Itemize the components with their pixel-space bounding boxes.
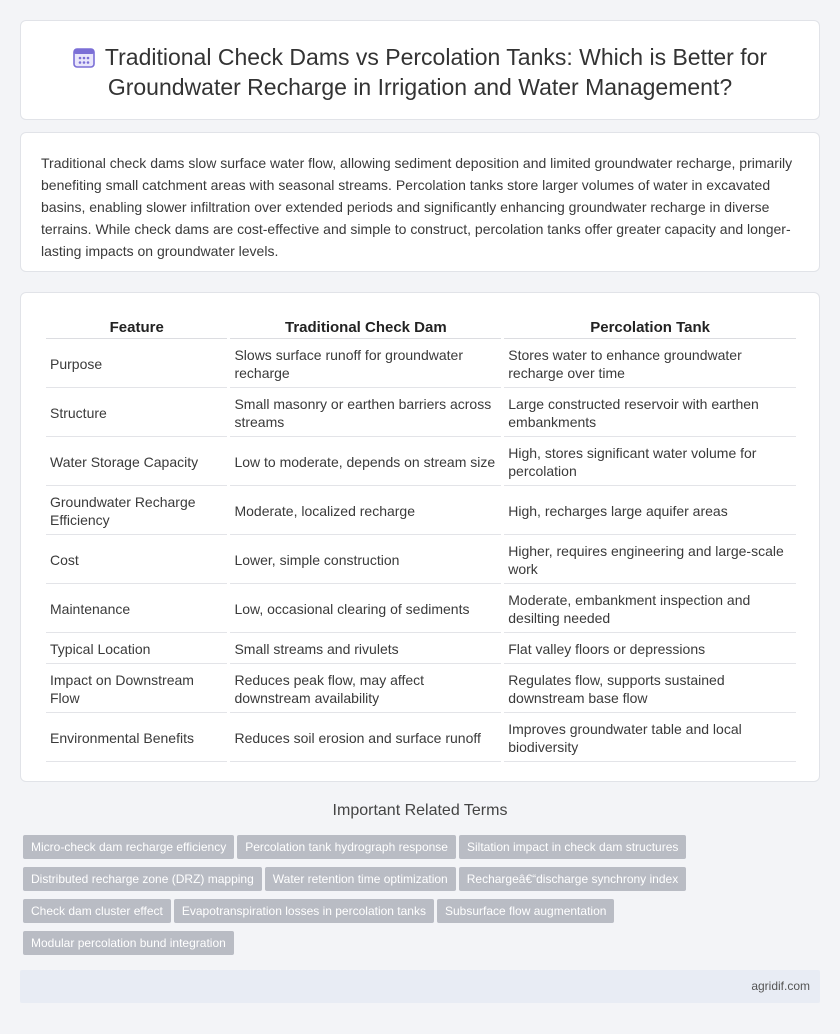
feature-cell: Groundwater Recharge Efficiency: [46, 488, 227, 535]
check-dam-cell: Low to moderate, depends on stream size: [230, 439, 501, 486]
check-dam-cell: Moderate, localized recharge: [230, 488, 501, 535]
percolation-tank-cell: Improves groundwater table and local biodiversity: [504, 715, 796, 762]
percolation-tank-cell: Higher, requires engineering and large-scale work: [504, 537, 796, 584]
related-term-tag[interactable]: Evapotranspiration losses in percolation tanks: [174, 899, 434, 923]
feature-cell: Structure: [46, 390, 227, 437]
table-row: [46, 666, 796, 713]
table-row: [46, 715, 796, 762]
percolation-tank-cell: Stores water to enhance groundwater recharge over time: [504, 341, 796, 388]
related-term-tag[interactable]: Percolation tank hydrograph response: [237, 835, 456, 859]
percolation-tank-cell: Flat valley floors or depressions: [504, 635, 796, 664]
related-term-tag[interactable]: Rechargeâ€“discharge synchrony index: [459, 867, 686, 891]
comparison-table-card: [20, 292, 820, 782]
percolation-tank-cell: High, stores significant water volume for percolation: [504, 439, 796, 486]
check-dam-cell: Small masonry or earthen barriers across streams: [230, 390, 501, 437]
table-row: [46, 635, 796, 664]
feature-cell: Maintenance: [46, 586, 227, 633]
related-term-tag[interactable]: Check dam cluster effect: [23, 899, 171, 923]
related-term-tag[interactable]: Micro-check dam recharge efficiency: [23, 835, 234, 859]
percolation-tank-cell: Moderate, embankment inspection and desilting needed: [504, 586, 796, 633]
summary-paragraph: Traditional check dams slow surface water flow, allowing sediment deposition and limited groundwater recharge, primarily benefiting small catchment areas with seasonal streams. Percolation tanks store larger volumes of water in excavated basins, enabling slower infiltration over extended periods and significantly enhancing groundwater recharge in diverse terrains. While check dams are cost-effective and simple to construct, percolation tanks offer greater capacity and longer-lasting impacts on groundwater levels.: [41, 155, 793, 259]
table-row: [46, 390, 796, 437]
page-title-text: Traditional Check Dams vs Percolation Tanks: Which is Better for Groundwater Recharge in Irrigation and Water Management?: [104, 44, 768, 100]
percolation-tank-cell: High, recharges large aquifer areas: [504, 488, 796, 535]
check-dam-cell: Small streams and rivulets: [230, 635, 501, 664]
comparison-table: [43, 315, 799, 764]
header-feature: Feature: [46, 317, 227, 339]
header-percolation-tank: Percolation Tank: [504, 317, 796, 339]
check-dam-cell: Reduces peak flow, may affect downstream availability: [230, 666, 501, 713]
feature-cell: Impact on Downstream Flow: [46, 666, 227, 713]
table-row: [46, 488, 796, 535]
table-row: [46, 341, 796, 388]
feature-cell: Cost: [46, 537, 227, 584]
header-check-dam: Traditional Check Dam: [230, 317, 501, 339]
title-card: [20, 20, 820, 120]
tag-row: [23, 899, 703, 931]
table-row: [46, 537, 796, 584]
related-term-tag[interactable]: Subsurface flow augmentation: [437, 899, 614, 923]
related-terms-list: [23, 835, 703, 963]
percolation-tank-cell: Large constructed reservoir with earthen embankments: [504, 390, 796, 437]
table-header-row: [46, 317, 796, 339]
related-term-tag[interactable]: Siltation impact in check dam structures: [459, 835, 686, 859]
tag-row: [23, 931, 703, 963]
feature-cell: Typical Location: [46, 635, 227, 664]
table-row: [46, 439, 796, 486]
tag-row: [23, 867, 703, 899]
check-dam-cell: Slows surface runoff for groundwater recharge: [230, 341, 501, 388]
summary-card: [20, 132, 820, 272]
related-terms-heading: Important Related Terms: [332, 802, 508, 819]
percolation-tank-cell: Regulates flow, supports sustained downstream base flow: [504, 666, 796, 713]
footer: [20, 970, 820, 1003]
related-term-tag[interactable]: Water retention time optimization: [265, 867, 456, 891]
feature-cell: Water Storage Capacity: [46, 439, 227, 486]
check-dam-cell: Low, occasional clearing of sediments: [230, 586, 501, 633]
footer-site-link[interactable]: agridif.com: [751, 979, 810, 993]
related-term-tag[interactable]: Modular percolation bund integration: [23, 931, 234, 955]
table-row: [46, 586, 796, 633]
check-dam-cell: Reduces soil erosion and surface runoff: [230, 715, 501, 762]
tag-row: [23, 835, 703, 867]
related-term-tag[interactable]: Distributed recharge zone (DRZ) mapping: [23, 867, 262, 891]
calendar-icon: [73, 46, 95, 68]
check-dam-cell: Lower, simple construction: [230, 537, 501, 584]
page-title: [21, 42, 819, 102]
feature-cell: Environmental Benefits: [46, 715, 227, 762]
feature-cell: Purpose: [46, 341, 227, 388]
